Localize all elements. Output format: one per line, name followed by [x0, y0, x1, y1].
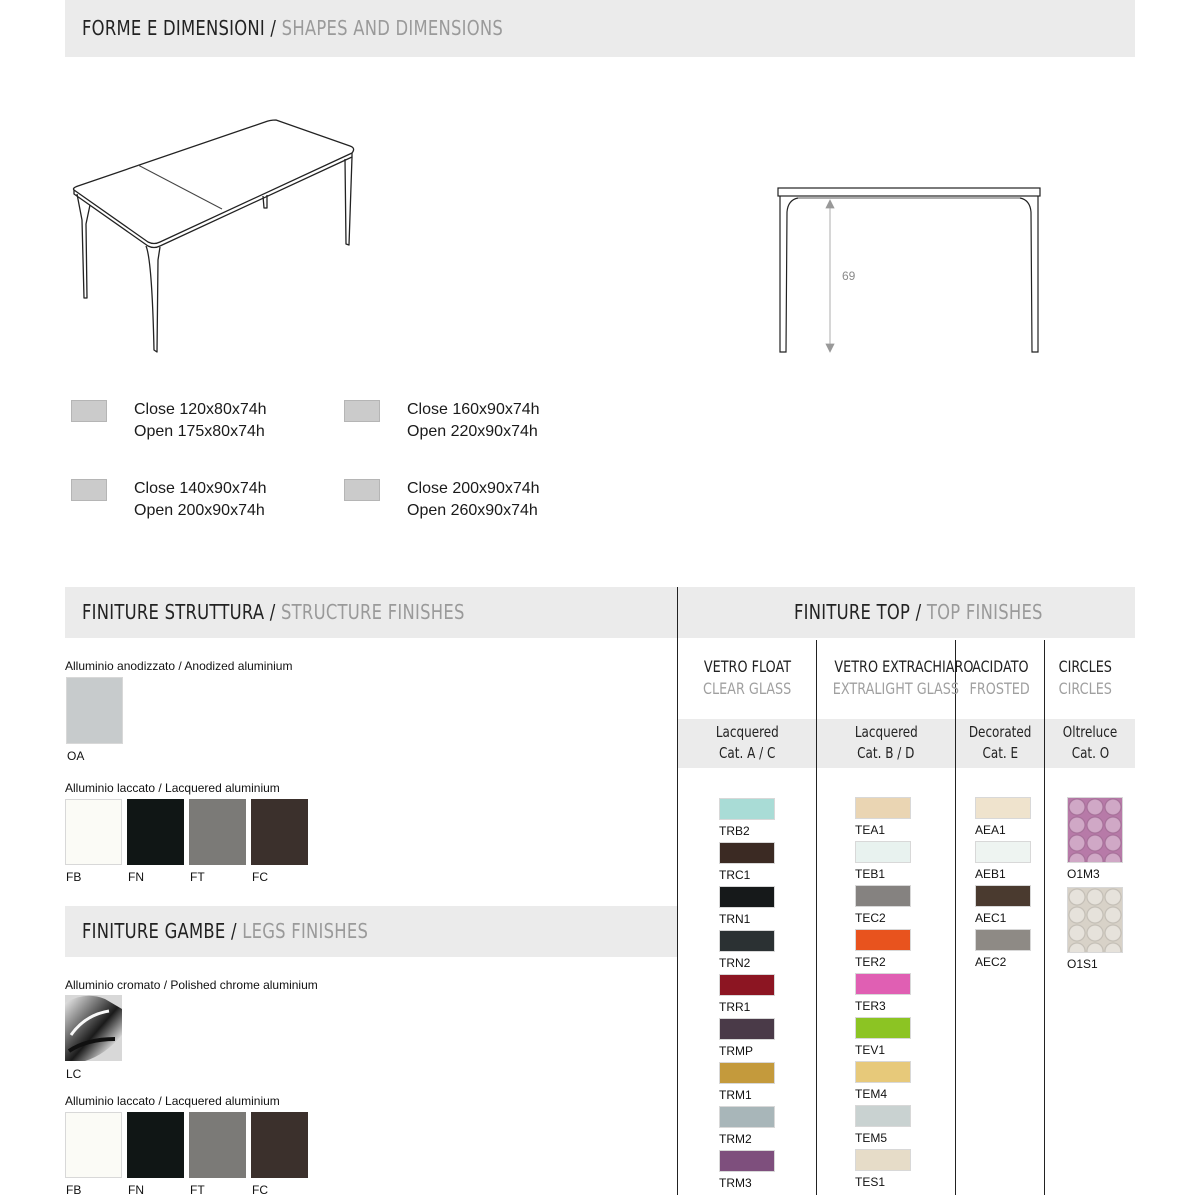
height-dimension-label: 69 — [842, 269, 856, 283]
table-front-top — [778, 188, 1040, 196]
title-separator: / — [264, 16, 282, 40]
cat-line1: Oltreluce — [1062, 723, 1118, 741]
col-head-circles — [1045, 656, 1125, 700]
swatch-aec2[interactable] — [975, 929, 1031, 951]
swatch-lc-chrome[interactable] — [65, 995, 122, 1061]
swatch-code: TRB2 — [719, 824, 750, 838]
swatch-code: FB — [66, 870, 82, 884]
size-swatch — [344, 479, 380, 501]
swatch-code: TES1 — [855, 1175, 886, 1189]
size-swatch — [71, 479, 107, 501]
title-separator: / — [910, 600, 927, 624]
swatch-code: OA — [67, 749, 85, 763]
structure-title-en: STRUCTURE FINISHES — [281, 600, 465, 624]
swatch-code: TER3 — [855, 999, 886, 1013]
shapes-title-it: FORME E DIMENSIONI — [82, 16, 265, 40]
col-head-acidato — [956, 656, 1044, 700]
swatch-code: TRM2 — [719, 1132, 752, 1146]
size-open: Open 200x90x74h — [134, 502, 265, 519]
swatch-code: TRN2 — [719, 956, 751, 970]
swatch-code: FT — [190, 870, 205, 884]
lacquered-label: Alluminio laccato / Lacquered aluminium — [65, 1094, 280, 1108]
swatch-fn[interactable] — [127, 799, 184, 865]
table-leg — [146, 246, 160, 352]
swatch-aeb1[interactable] — [975, 841, 1031, 863]
swatch-tes1[interactable] — [855, 1149, 911, 1171]
cat-line2: Cat. B / D — [857, 744, 915, 762]
swatch-o1m3[interactable] — [1067, 797, 1123, 863]
table-extension-line — [138, 165, 222, 209]
swatch-code: AEA1 — [975, 823, 1006, 837]
table-perspective-drawing — [60, 110, 370, 360]
swatch-o1s1[interactable] — [1067, 887, 1123, 953]
col-sub: EXTRALIGHT GLASS — [832, 679, 960, 698]
shapes-title-en: SHAPES AND DIMENSIONS — [281, 16, 504, 40]
col-sub: CIRCLES — [1058, 679, 1112, 698]
size-close: Close 140x90x74h — [134, 480, 267, 497]
title-separator: / — [264, 600, 282, 624]
lacquered-label: Alluminio laccato / Lacquered aluminium — [65, 781, 280, 795]
cat-line2: Cat. E — [982, 744, 1018, 762]
swatch-code: TER2 — [855, 955, 886, 969]
top-title — [794, 600, 1043, 624]
size-close: Close 120x80x74h — [134, 401, 267, 418]
cat-line1: Lacquered — [854, 723, 918, 741]
swatch-tev1[interactable] — [855, 1017, 911, 1039]
swatch-ter3[interactable] — [855, 973, 911, 995]
top-header — [678, 587, 1135, 638]
size-text — [134, 399, 267, 443]
size-open: Open 175x80x74h — [134, 423, 265, 440]
legs-header — [65, 906, 677, 957]
swatch-code: LC — [66, 1067, 82, 1081]
col-category — [817, 719, 955, 768]
structure-title — [82, 600, 465, 624]
swatch-code: TEA1 — [855, 823, 886, 837]
swatch-teb1[interactable] — [855, 841, 911, 863]
swatch-code: TEC2 — [855, 911, 886, 925]
swatch-trr1[interactable] — [719, 974, 775, 996]
table-front-drawing — [770, 180, 1050, 360]
swatch-fn[interactable] — [127, 1112, 184, 1178]
shapes-title — [82, 16, 503, 40]
swatch-code: TEM5 — [855, 1131, 888, 1145]
swatch-fc[interactable] — [251, 1112, 308, 1178]
swatch-code: FT — [190, 1183, 205, 1197]
size-close: Close 200x90x74h — [407, 480, 540, 497]
table-front-leg-left — [780, 196, 798, 352]
swatch-fb[interactable] — [65, 799, 122, 865]
top-title-en: TOP FINISHES — [926, 600, 1043, 624]
swatch-tec2[interactable] — [855, 885, 911, 907]
swatch-tea1[interactable] — [855, 797, 911, 819]
swatch-code: TRR1 — [719, 1000, 751, 1014]
swatch-code: FB — [66, 1183, 82, 1197]
structure-header — [65, 587, 677, 638]
col-head-float — [678, 656, 816, 700]
size-close: Close 160x90x74h — [407, 401, 540, 418]
col-category — [1045, 719, 1135, 768]
swatch-code: FC — [252, 870, 268, 884]
size-text — [407, 478, 540, 522]
swatch-code: FC — [252, 1183, 268, 1197]
chrome-label: Alluminio cromato / Polished chrome aluminium — [65, 978, 318, 992]
size-open: Open 260x90x74h — [407, 502, 538, 519]
col-sub: CLEAR GLASS — [702, 679, 792, 698]
anodized-label: Alluminio anodizzato / Anodized aluminium — [65, 659, 293, 673]
size-open: Open 220x90x74h — [407, 423, 538, 440]
swatch-code: AEC2 — [975, 955, 1007, 969]
swatch-aec1[interactable] — [975, 885, 1031, 907]
size-text — [134, 478, 267, 522]
swatch-trn2[interactable] — [719, 930, 775, 952]
swatch-code: AEB1 — [975, 867, 1006, 881]
col-category — [678, 719, 816, 768]
swatch-code: FN — [128, 1183, 144, 1197]
swatch-fb[interactable] — [65, 1112, 122, 1178]
legs-title-en: LEGS FINISHES — [242, 919, 369, 943]
swatch-trm1[interactable] — [719, 1062, 775, 1084]
top-title-it: FINITURE TOP — [794, 600, 911, 624]
swatch-trc1[interactable] — [719, 842, 775, 864]
swatch-code: AEC1 — [975, 911, 1007, 925]
swatch-trm2[interactable] — [719, 1106, 775, 1128]
swatch-aea1[interactable] — [975, 797, 1031, 819]
cat-line1: Decorated — [968, 723, 1032, 741]
legs-title — [82, 919, 368, 943]
shapes-header — [65, 0, 1135, 57]
swatch-code: TEB1 — [855, 867, 886, 881]
col-name: CIRCLES — [1058, 657, 1112, 676]
table-front-leg-right — [1020, 196, 1038, 352]
swatch-code: TRN1 — [719, 912, 751, 926]
swatch-code: TEM4 — [855, 1087, 888, 1101]
swatch-code: TRM1 — [719, 1088, 752, 1102]
swatch-trmp[interactable] — [719, 1018, 775, 1040]
swatch-ter2[interactable] — [855, 929, 911, 951]
swatch-code: FN — [128, 870, 144, 884]
cat-line2: Cat. A / C — [718, 744, 776, 762]
swatch-tem4[interactable] — [855, 1061, 911, 1083]
col-sub: FROSTED — [969, 679, 1031, 698]
swatch-code: TRM3 — [719, 1176, 752, 1190]
col-category — [956, 719, 1044, 768]
col-head-extrachiaro — [817, 656, 974, 700]
size-swatch — [344, 400, 380, 422]
swatch-trn1[interactable] — [719, 886, 775, 908]
swatch-oa[interactable] — [66, 677, 123, 744]
swatch-ft[interactable] — [189, 1112, 246, 1178]
swatch-tem5[interactable] — [855, 1105, 911, 1127]
swatch-code: O1S1 — [1067, 957, 1098, 971]
swatch-trb2[interactable] — [719, 798, 775, 820]
structure-title-it: FINITURE STRUTTURA — [82, 600, 265, 624]
col-name: VETRO FLOAT — [703, 657, 791, 676]
size-text — [407, 399, 540, 443]
swatch-trm3[interactable] — [719, 1150, 775, 1172]
legs-title-it: FINITURE GAMBE — [82, 919, 226, 943]
swatch-code: TEV1 — [855, 1043, 886, 1057]
title-separator: / — [225, 919, 243, 943]
swatch-fc[interactable] — [251, 799, 308, 865]
col-name: ACIDATO — [971, 657, 1029, 676]
swatch-code: TRMP — [719, 1044, 753, 1058]
table-top-surface — [74, 120, 354, 244]
cat-line2: Cat. O — [1071, 744, 1109, 762]
swatch-code: O1M3 — [1067, 867, 1100, 881]
size-swatch — [71, 400, 107, 422]
swatch-ft[interactable] — [189, 799, 246, 865]
col-name: VETRO EXTRACHIARO — [834, 657, 974, 676]
swatch-code: TRC1 — [719, 868, 751, 882]
table-leg — [77, 194, 90, 298]
table-leg — [345, 157, 352, 245]
cat-line1: Lacquered — [715, 723, 779, 741]
